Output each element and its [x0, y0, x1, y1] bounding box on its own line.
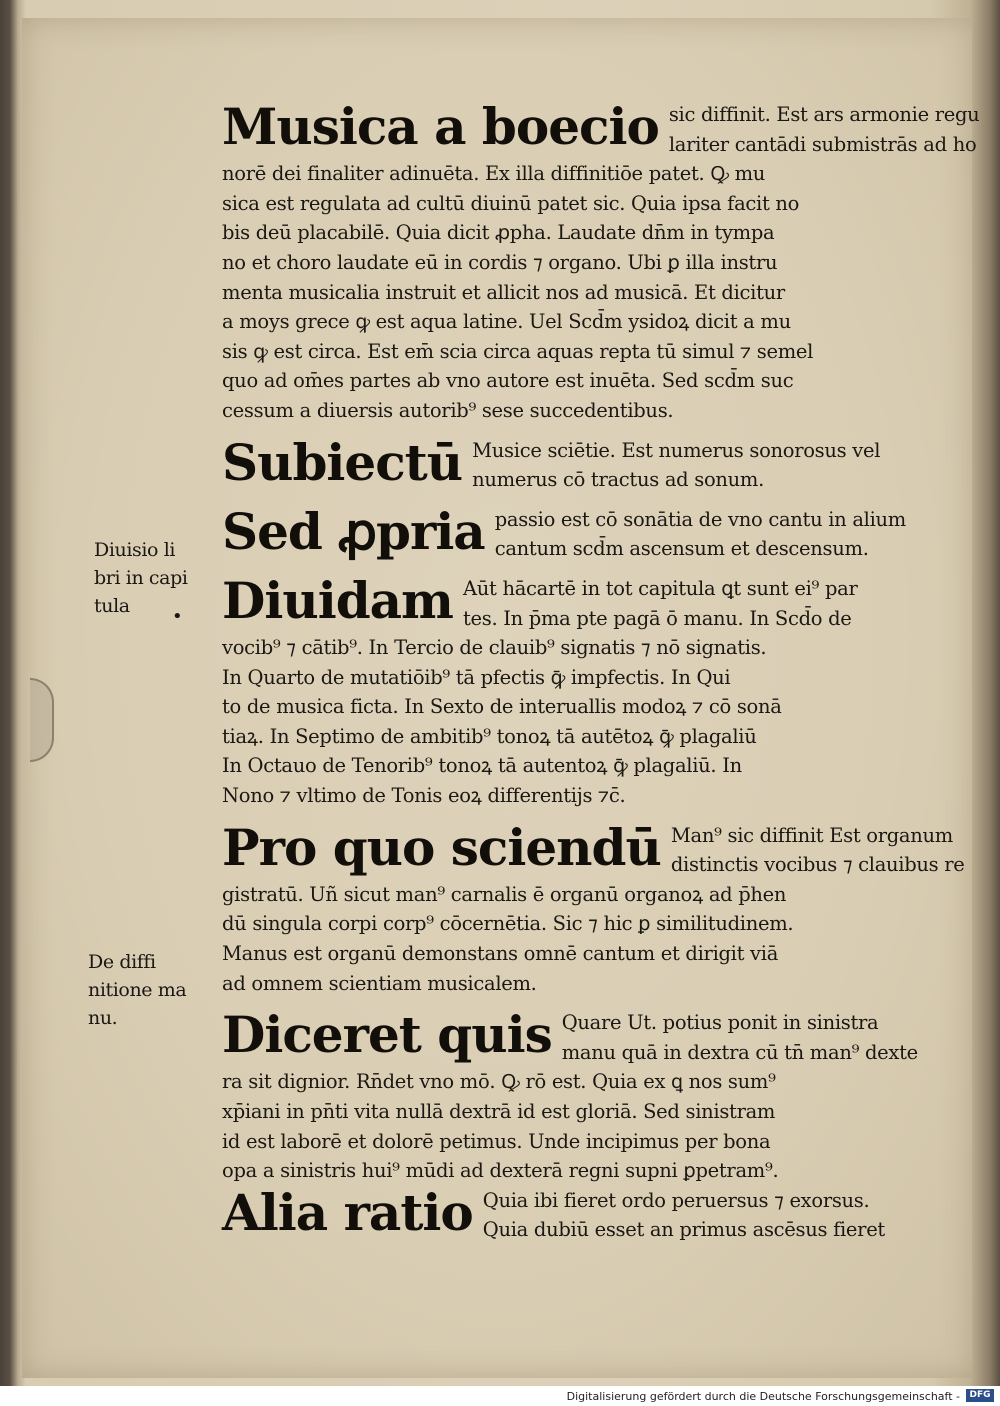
text-line: Nono ⁊ vltimo de Tonis eoꝝ differentijs ⁊c̄.	[222, 784, 626, 808]
text-line: Quia ibi fieret ordo peruersus ⁊ exorsus.	[482, 1188, 870, 1212]
paragraph-musica	[222, 97, 980, 426]
text-line: In Octauo de Tenorib⁹ tonoꝝ tā autentoꝝ ꝙ̄ plagaliū. In	[222, 754, 742, 778]
text-line: tes. In p̄ma pte pagā ō manu. In Scd̄o de	[462, 606, 852, 630]
text-line: cessum a diuersis autorib⁹ sese succedentibus.	[222, 398, 674, 422]
paragraph-subiectum	[222, 432, 881, 495]
text-line: tiaꝝ. In Septimo de ambitib⁹ tonoꝝ tā autētoꝝ ꝙ̄ plagaliū	[222, 724, 757, 748]
text-line: vocib⁹ ⁊ cātib⁹. In Tercio de clauib⁹ signatis ⁊ nō signatis.	[222, 636, 767, 660]
dfg-logo: DFG	[966, 1389, 994, 1402]
initial-sed-propria: Sed ꝓpria	[222, 501, 485, 561]
footer-bar	[0, 1386, 1000, 1406]
text-line: quo ad om̄es partes ab vno autore est inuēta. Sed scd̄m suc	[222, 369, 794, 393]
text-line: numerus cō tractus ad sonum.	[472, 468, 764, 492]
text-line: no et choro laudate eū in cordis ⁊ organo. Ubi ꝑ illa instru	[222, 250, 778, 274]
text-line: Musice sciētie. Est numerus sonorosus vel	[472, 438, 881, 462]
page-clip	[30, 678, 54, 762]
margin-dot: •	[172, 606, 183, 627]
margin-note-line: nitione ma	[88, 979, 187, 1001]
margin-note-diffinitione	[88, 948, 218, 1032]
text-line: Quia dubiū esset an primus ascēsus fieret	[482, 1218, 885, 1242]
text-line: sic diffinit. Est ars armonie regu	[668, 103, 980, 126]
text-line: Manus est organū demonstans omnē cantum et dirigit viā	[222, 942, 779, 966]
text-line: Quare Ut. potius ponit in sinistra	[561, 1011, 879, 1035]
text-line: norē dei finaliter adinuēta. Ex illa diffinitiōe patet. Ꝙ mu	[222, 162, 766, 186]
text-line: dū singula corpi corp⁹ cōcernētia. Sic ⁊ hic ꝑ similitudinem.	[222, 912, 794, 936]
text-line: xp̄iani in pn̄ti vita nullā dextrā id est gloriā. Sed sinistram	[222, 1100, 776, 1123]
margin-note-line: tula	[94, 595, 130, 617]
text-line: ra sit dignior. Rn̄det vno mō. Ꝙ rō est. Quia ex ꝗ nos sum⁹	[222, 1070, 776, 1094]
paragraph-alia-ratio	[222, 1182, 885, 1245]
margin-note-line: bri in capi	[94, 567, 188, 589]
main-text-block	[222, 97, 980, 1245]
initial-diuidam: Diuidam	[222, 570, 453, 630]
text-line: In Quarto de mutatiōib⁹ tā pfectis ꝙ̄ impfectis. In Qui	[222, 665, 731, 689]
text-line: a moys grece ꝙ est aqua latine. Uel Scd̄m ysidoꝝ dicit a mu	[222, 310, 791, 334]
text-line: lariter cantādi submistrās ad ho	[668, 132, 977, 156]
text-line: passio est cō sonātia de vno cantu in alium	[494, 507, 906, 531]
text-line: to de musica ficta. In Sexto de interuallis modoꝝ ⁊ cō sonā	[222, 695, 782, 719]
initial-diceret: Diceret quis	[222, 1005, 552, 1065]
text-line: Man⁹ sic diffinit Est organum	[670, 823, 953, 847]
text-line: opa a sinistris hui⁹ mūdi ad dexterā regni supni ꝑpetram⁹.	[222, 1159, 779, 1183]
paragraph-pro-quo	[222, 817, 965, 999]
text-line: distinctis vocibus ⁊ clauibus re	[670, 853, 965, 877]
text-line: gistratū. Uñ sicut man⁹ carnalis ē organū organoꝝ ad p̄hen	[222, 882, 787, 906]
text-line: manu quā in dextra cū tn̄ man⁹ dexte	[561, 1040, 918, 1064]
text-line: menta musicalia instruit et allicit nos ad musicā. Et dicitur	[222, 280, 785, 304]
footer-credit: Digitalisierung gefördert durch die Deutsche Forschungsgemeinschaft -	[566, 1390, 960, 1403]
paragraph-diuidam	[222, 570, 872, 811]
text-line: sis ꝙ est circa. Est em̄ scia circa aquas repta tū simul ⁊ semel	[222, 339, 814, 363]
text-line: bis deū placabilē. Quia dicit ꝓpha. Laudate dn̄m in tympa	[222, 221, 775, 245]
paragraph-sed-propria	[222, 501, 906, 564]
text-line: sica est regulata ad cultū diuinū patet sic. Quia ipsa facit no	[222, 191, 800, 215]
margin-note-diuisio	[94, 536, 224, 620]
paragraph-diceret	[222, 1005, 918, 1186]
text-line: id est laborē et dolorē petimus. Unde incipimus per bona	[222, 1129, 771, 1153]
initial-subiectum: Subiectū	[222, 432, 463, 492]
initial-musica: Musica a boecio	[222, 97, 659, 156]
margin-note-line: Diuisio li	[94, 539, 176, 561]
margin-note-line: De diffi	[88, 951, 156, 973]
text-line: ad omnem scientiam musicalem.	[222, 971, 537, 995]
text-line: cantum scd̄m ascensum et descensum.	[494, 537, 869, 561]
initial-pro-quo: Pro quo sciendū	[222, 817, 661, 877]
initial-alia-ratio: Alia ratio	[222, 1182, 473, 1242]
margin-note-line: nu.	[88, 1007, 118, 1029]
text-line: Aūt hācartē in tot capitula ꝗt sunt ei⁹ par	[462, 576, 858, 600]
